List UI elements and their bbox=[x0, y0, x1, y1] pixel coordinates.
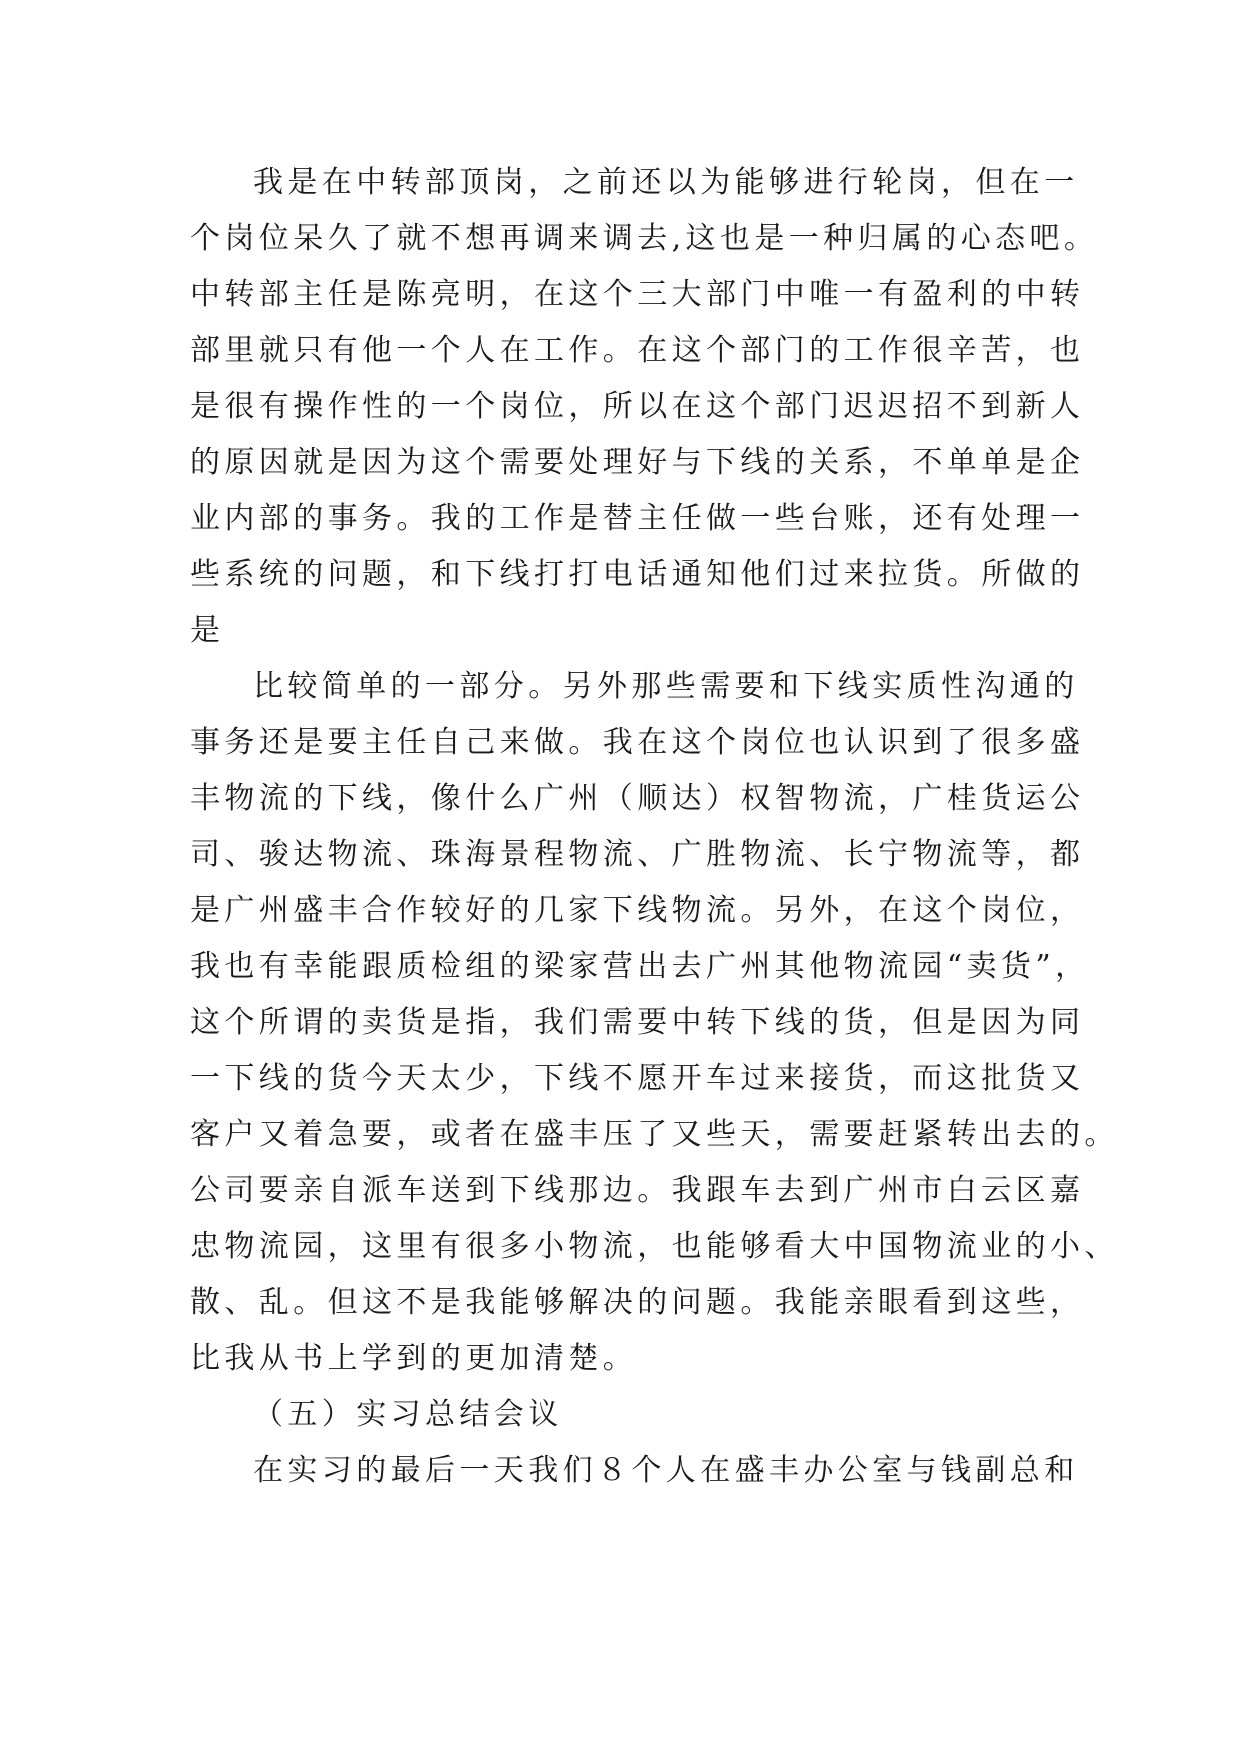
paragraph-line: 司、骏达物流、珠海景程物流、广胜物流、长宁物流等，都 bbox=[190, 837, 1085, 872]
paragraph-line: 忠物流园，这里有很多小物流，也能够看大中国物流业的小、 bbox=[190, 1229, 1119, 1264]
paragraph-line: 中转部主任是陈亮明，在这个三大部门中唯一有盈利的中转 bbox=[190, 277, 1085, 312]
paragraph-line: 是很有操作性的一个岗位，所以在这个部门迟迟招不到新人 bbox=[190, 389, 1085, 424]
paragraph-line: 一下线的货今天太少，下线不愿开车过来接货，而这批货又 bbox=[190, 1061, 1085, 1096]
paragraph-line: 业内部的事务。我的工作是替主任做一些台账，还有处理一 bbox=[190, 501, 1085, 536]
paragraph-line: 的原因就是因为这个需要处理好与下线的关系，不单单是企 bbox=[190, 445, 1085, 480]
paragraph-line: 散、乱。但这不是我能够解决的问题。我能亲眼看到这些， bbox=[190, 1285, 1085, 1320]
paragraph-line: 公司要亲自派车送到下线那边。我跟车去到广州市白云区嘉 bbox=[190, 1173, 1085, 1208]
paragraph-line: 个岗位呆久了就不想再调来调去,这也是一种归属的心态吧。 bbox=[190, 221, 1099, 256]
paragraph-line: 这个所谓的卖货是指，我们需要中转下线的货，但是因为同 bbox=[190, 1005, 1085, 1040]
paragraph-line: 比较简单的一部分。另外那些需要和下线实质性沟通的 bbox=[253, 669, 1079, 704]
paragraph-line: 我是在中转部顶岗，之前还以为能够进行轮岗，但在一 bbox=[253, 165, 1079, 200]
paragraph-line: 部里就只有他一个人在工作。在这个部门的工作很辛苦，也 bbox=[190, 333, 1085, 368]
paragraph-line: 丰物流的下线，像什么广州（顺达）权智物流，广桂货运公 bbox=[190, 781, 1085, 816]
paragraph-line: 我也有幸能跟质检组的梁家营出去广州其他物流园“卖货”， bbox=[190, 949, 1090, 984]
paragraph-line: 客户又着急要，或者在盛丰压了又些天，需要赶紧转出去的。 bbox=[190, 1117, 1119, 1152]
section-heading: （五）实习总结会议 bbox=[253, 1397, 563, 1432]
paragraph-line: 些系统的问题，和下线打打电话通知他们过来拉货。所做的 bbox=[190, 557, 1085, 592]
paragraph-line: 是 bbox=[190, 613, 225, 648]
paragraph-line: 是广州盛丰合作较好的几家下线物流。另外，在这个岗位， bbox=[190, 893, 1085, 928]
paragraph-line: 事务还是要主任自己来做。我在这个岗位也认识到了很多盛 bbox=[190, 725, 1085, 760]
paragraph-line: 比我从书上学到的更加清楚。 bbox=[190, 1341, 638, 1376]
paragraph-line: 在实习的最后一天我们８个人在盛丰办公室与钱副总和 bbox=[253, 1453, 1079, 1488]
